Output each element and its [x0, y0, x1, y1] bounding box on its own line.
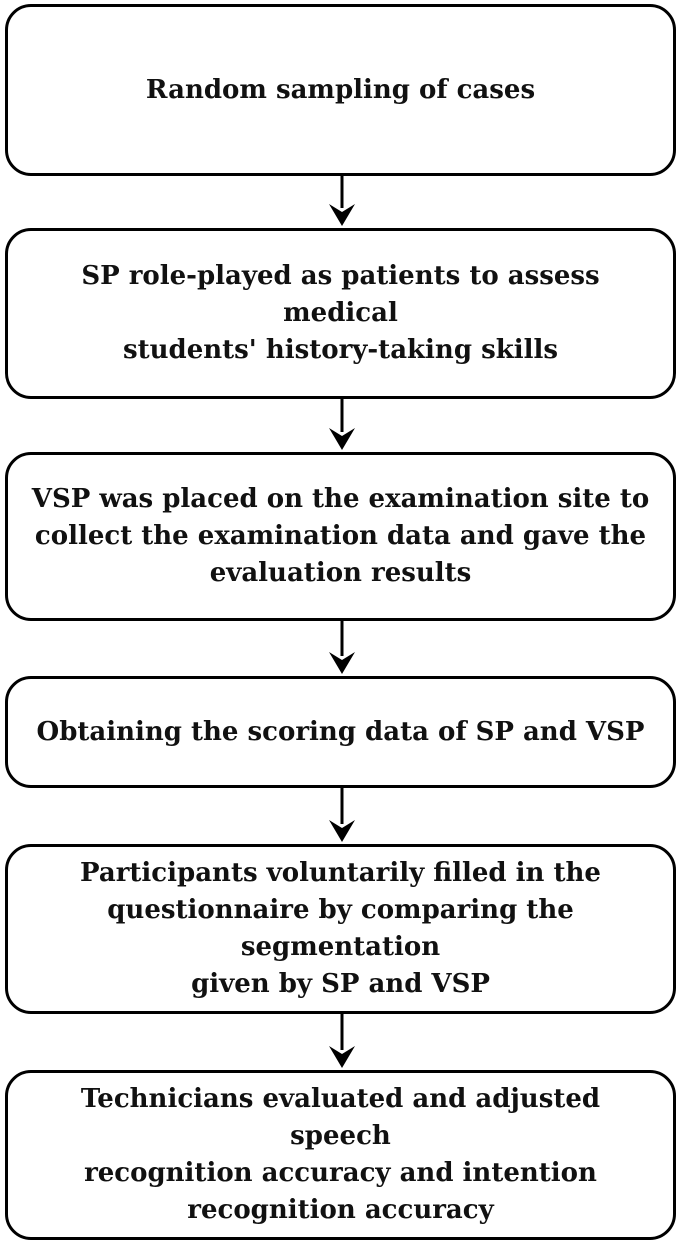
step-vsp-placement [5, 452, 676, 621]
step-label: Participants voluntarily filled in the questionnaire by comparing the segmentation given by SP and VSP [80, 858, 601, 999]
step-label: Technicians evaluated and adjusted speech recognition accuracy and intention recognition accuracy [80, 1084, 601, 1225]
arrow-down-icon [319, 1014, 365, 1070]
step-questionnaire [5, 844, 676, 1014]
step-label: VSP was placed on the examination site to collect the examination data and gave the evaluation results [31, 484, 650, 588]
arrow-down-icon [319, 621, 365, 676]
step-label: Obtaining the scoring data of SP and VSP [36, 716, 645, 747]
step-scoring-data [5, 676, 676, 788]
step-sp-role-play [5, 228, 676, 399]
arrow-down-icon [319, 176, 365, 228]
step-random-sampling [5, 4, 676, 176]
step-label: SP role-played as patients to assess medical students' history-taking skills [81, 261, 600, 365]
arrow-down-icon [319, 788, 365, 844]
step-label: Random sampling of cases [145, 74, 536, 105]
step-technicians-evaluation [5, 1070, 676, 1240]
arrow-down-icon [319, 399, 365, 452]
